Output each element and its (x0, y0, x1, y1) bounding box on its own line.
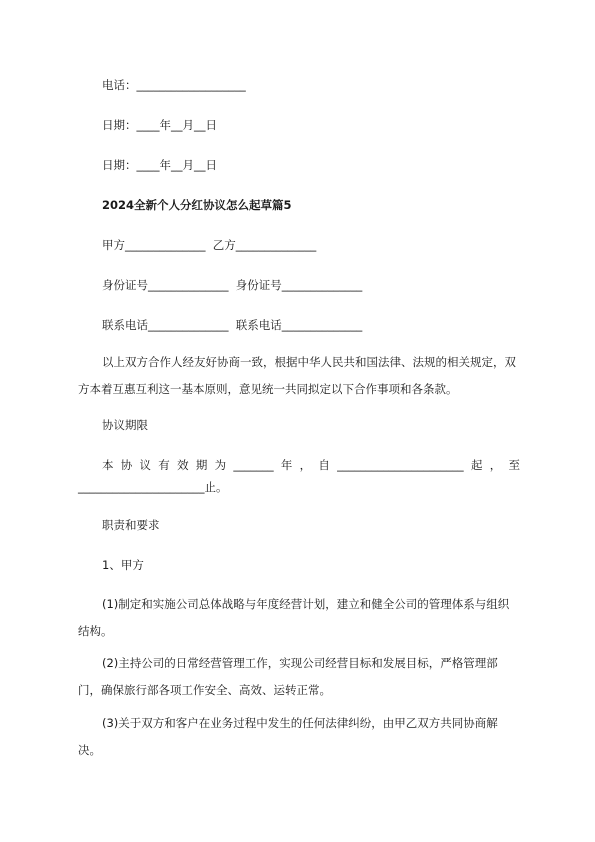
term-char: 效 (177, 458, 189, 472)
term-char: 议 (139, 458, 152, 472)
term-char: ， (489, 458, 502, 472)
party-a-heading: 1、甲方 (102, 558, 144, 572)
term-char: 年 (280, 458, 293, 472)
section-title: 2024全新个人分红协议怎么起草篇5 (102, 198, 292, 212)
phone-line: 电话：___________________ (102, 78, 246, 92)
duties-heading: 职责和要求 (102, 518, 160, 532)
parties-line: 甲方______________ 乙方______________ (102, 238, 317, 252)
term-char: 至 (508, 458, 520, 472)
intro-paragraph: 以上双方合作人经友好协商一致，根据中华人民共和国法律、法规的相关规定，双方本着互惠互利这一基本原则，意见统一共同拟定以下合作事项和各条款。 (78, 355, 516, 396)
date-line: 日期：____年__月__日 (102, 118, 217, 132)
term-line-continuation: ______________________止。 (78, 480, 228, 494)
term-line (102, 457, 520, 473)
term-char: 为 (214, 458, 227, 472)
date-line: 日期：____年__月__日 (102, 158, 217, 172)
term-char: 有 (158, 458, 170, 472)
term-blank: ______________________ (337, 458, 464, 472)
term-char: 期 (195, 458, 208, 472)
term-char: 自 (318, 458, 330, 472)
term-heading: 协议期限 (102, 418, 148, 432)
term-char: ， (299, 458, 312, 472)
term-char: 协 (120, 458, 133, 472)
term-char: 本 (102, 458, 114, 472)
duty-item: (2)主持公司的日常经营管理工作，实现公司经营目标和发展目标，严格管理部门，确保旅行部各项工作安全、高效、运转正常。 (78, 656, 498, 697)
duty-item: (3)关于双方和客户在业务过程中发生的任何法律纠纷，由甲乙双方共同协商解决。 (78, 716, 498, 757)
duty-item: (1)制定和实施公司总体战略与年度经营计划，建立和健全公司的管理体系与组织结构。 (78, 597, 510, 638)
term-blank: _______ (233, 458, 274, 472)
term-char: 起 (470, 458, 483, 472)
contact-phone-line: 联系电话______________ 联系电话______________ (102, 318, 363, 332)
id-number-line: 身份证号______________ 身份证号______________ (102, 278, 363, 292)
